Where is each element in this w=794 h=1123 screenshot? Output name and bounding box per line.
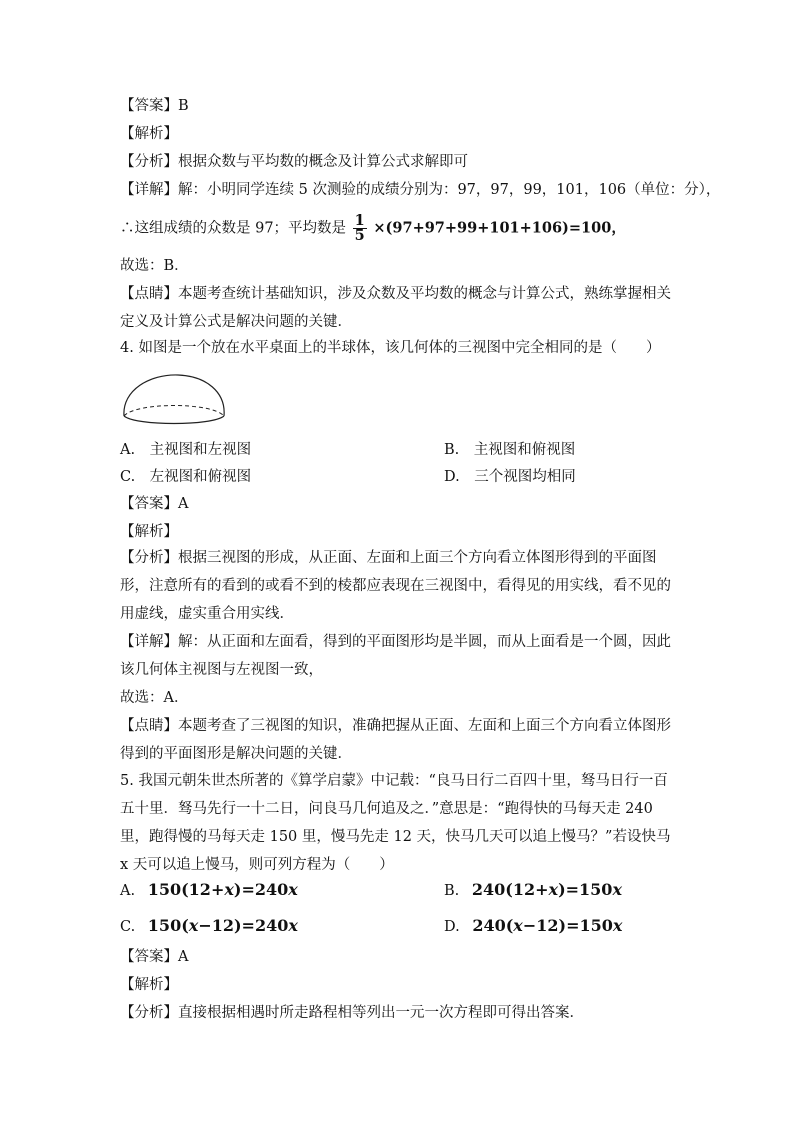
q3-therefore-prefix: ∴这组成绩的众数是 97；平均数是 <box>120 220 347 237</box>
q3-fenxi: 【分析】根据众数与平均数的概念及计算公式求解即可 <box>120 154 468 170</box>
q4-option-c: C. 左视图和俯视图 <box>120 469 252 485</box>
hemisphere-base-hidden <box>124 406 224 417</box>
q3-xiangjie: 【详解】解：小明同学连续 5 次测验的成绩分别为：97，97，99，101，106（单位：分）， <box>120 182 721 198</box>
q4-choose: 故选：A． <box>120 690 189 706</box>
q4-question: 4. 如图是一个放在水平桌面上的半球体，该几何体的三视图中完全相同的是（ ） <box>120 340 661 356</box>
q4-option-d: D. 三个视图均相同 <box>444 469 576 485</box>
hemisphere-figure <box>120 372 230 430</box>
q5-analysis-heading: 【解析】 <box>120 977 178 993</box>
q5-option-b-left: 240(12+ <box>471 880 549 899</box>
q5-option-a-label: A. <box>120 883 136 899</box>
q5-option-a-var2: x <box>288 880 298 899</box>
q5-option-c-right: −12)=240 <box>198 916 289 935</box>
q5-option-d-label: D. <box>444 919 460 935</box>
q5-option-b <box>444 880 622 901</box>
q5-option-d-var: x <box>513 916 523 935</box>
q4-dianjing: 【点睛】本题考查了三视图的知识，准确把握从正面、左面和上面三个方向看立体图形得到的平面图形是解决问题的关键． <box>120 718 671 762</box>
q3-dianjing: 【点睛】本题考查统计基础知识，涉及众数及平均数的概念与计算公式，熟练掌握相关定义及计算公式是解决问题的关键． <box>120 286 671 330</box>
q4-fenxi: 【分析】根据三视图的形成，从正面、左面和上面三个方向看立体图形得到的平面图形，注意所有的看到的或看不到的棱都应表现在三视图中，看得见的用实线，看不见的用虚线，虚实重合用实线． <box>120 550 671 622</box>
q5-option-b-var: x <box>548 880 559 899</box>
hemisphere-base-front <box>124 416 224 424</box>
fraction-one-fifth <box>353 214 367 243</box>
q3-choose: 故选：B． <box>120 258 189 274</box>
q4-answer: 【答案】A <box>120 496 189 512</box>
q5-option-c-label: C. <box>120 919 136 935</box>
q4-option-a: A. 主视图和左视图 <box>120 442 252 458</box>
q3-therefore-line <box>120 214 626 243</box>
q5-option-d-left: 240( <box>472 916 514 935</box>
q5-option-c-var: x <box>188 916 199 935</box>
fraction-numerator: 1 <box>354 212 365 229</box>
q5-option-d-var2: x <box>612 916 623 935</box>
q3-mean-formula: ×(97+97+99+101+106)=100， <box>373 219 626 237</box>
q5-option-a-var: x <box>224 880 234 899</box>
q4-option-b: B. 主视图和俯视图 <box>444 442 576 458</box>
fraction-denominator: 5 <box>354 227 365 244</box>
q5-question: 5. 我国元朝朱世杰所著的《算学启蒙》中记载：“良马日行二百四十里，驽马日行一百五十里．驽马先行一十二日，问良马几何追及之．”意思是：“跑得快的马每天走 240 里，跑得慢的马每天走 150 里，慢马先走 12 天，快马几天可以追上慢马？”若设快马 x 天可以追上慢马，则可列方程为（ ） <box>120 773 671 873</box>
q5-option-d <box>444 916 622 937</box>
q5-option-a-left: 150(12+ <box>147 880 225 899</box>
q5-option-c-left: 150( <box>147 916 189 935</box>
q5-option-b-right: )=150 <box>558 880 613 899</box>
q5-answer: 【答案】A <box>120 949 189 965</box>
q5-option-a <box>120 880 298 901</box>
q4-xiangjie: 【详解】解：从正面和左面看，得到的平面图形均是半圆，而从上面看是一个圆，因此该几何体主视图与左视图一致， <box>120 634 671 678</box>
q3-answer: 【答案】B <box>120 98 189 114</box>
hemisphere-outline <box>124 375 224 416</box>
q3-analysis-heading: 【解析】 <box>120 126 178 142</box>
q5-option-c <box>120 916 298 937</box>
q5-option-c-var2: x <box>288 916 298 935</box>
q5-option-b-var2: x <box>612 880 622 899</box>
q5-option-a-right: )=240 <box>233 880 289 899</box>
q5-option-d-right: −12)=150 <box>522 916 613 935</box>
q4-analysis-heading: 【解析】 <box>120 524 178 540</box>
q5-option-b-label: B. <box>444 883 460 899</box>
q5-fenxi: 【分析】直接根据相遇时所走路程相等列出一元一次方程即可得出答案． <box>120 1005 584 1021</box>
